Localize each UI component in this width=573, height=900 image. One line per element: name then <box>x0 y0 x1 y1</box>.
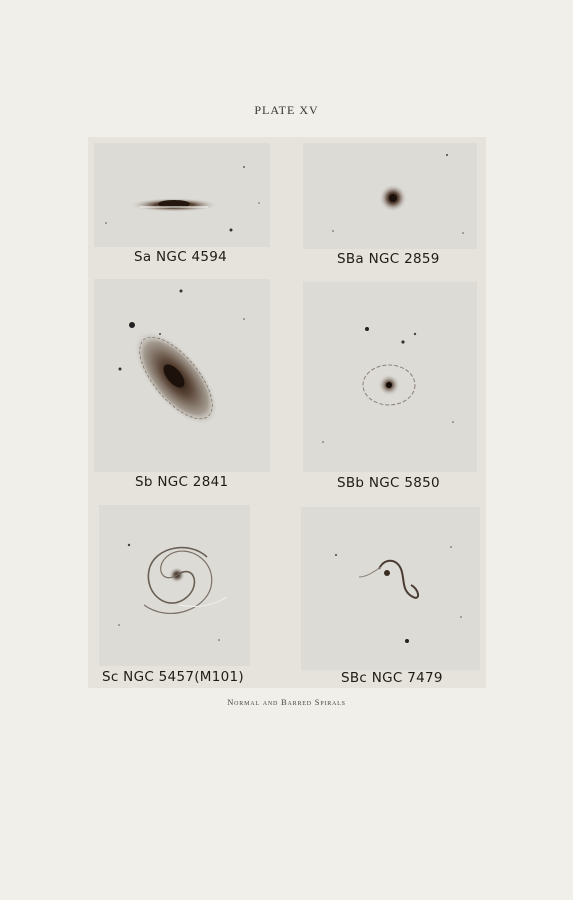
plate-label-sbb: SBb NGC 5850 <box>337 475 440 491</box>
galaxy-photo-sba <box>303 143 477 249</box>
plate-label-sa: Sa NGC 4594 <box>134 249 228 265</box>
plate-label-sba: SBa NGC 2859 <box>337 251 440 267</box>
galaxy-photo-sbb <box>303 282 477 472</box>
galaxy-photo-sc <box>99 505 250 666</box>
plate-label-sb: Sb NGC 2841 <box>135 474 229 490</box>
plate-label-sbc: SBc NGC 7479 <box>341 670 443 686</box>
plate-title: PLATE XV <box>254 103 319 117</box>
galaxy-photo-sbc <box>301 507 480 670</box>
plate-caption: Normal and Barred Spirals <box>227 697 346 707</box>
galaxy-photo-sa <box>94 143 270 247</box>
plate-label-sc: Sc NGC 5457(M101) <box>102 669 244 685</box>
galaxy-photo-sb <box>94 279 270 472</box>
